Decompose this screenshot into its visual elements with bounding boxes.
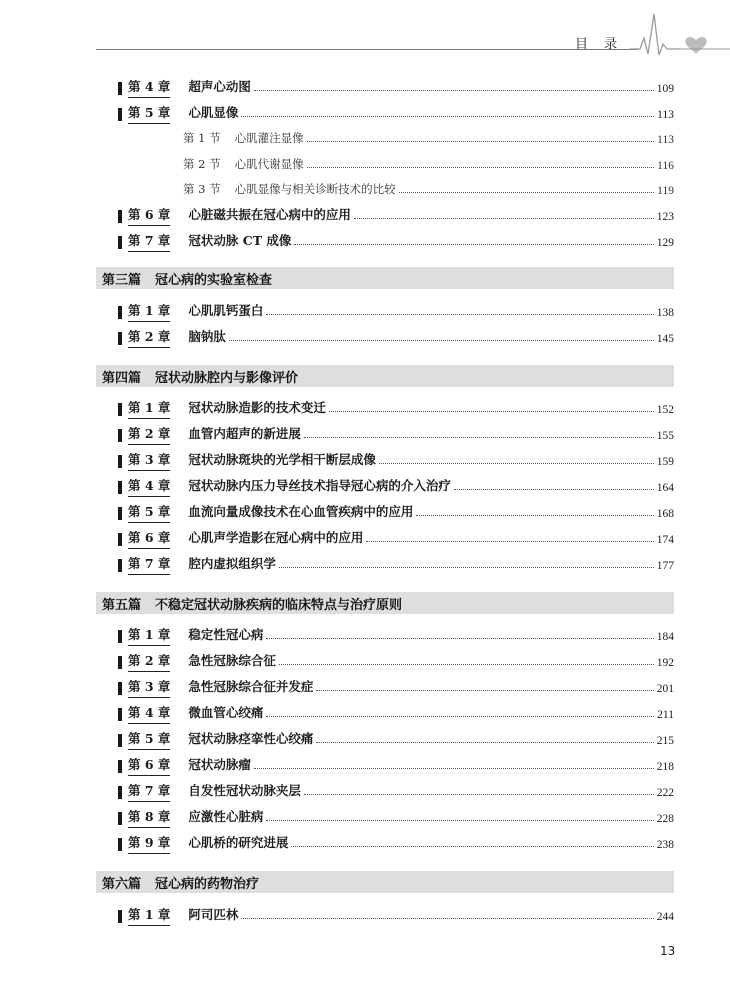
toc-chapter-entry[interactable] (118, 302, 674, 322)
section-title: 心肌灌注显像 (234, 131, 304, 145)
toc-chapter-entry[interactable] (118, 834, 674, 854)
dot-leader (294, 244, 653, 245)
chapter-marker (118, 734, 122, 747)
page-ref: 159 (656, 456, 674, 468)
chapter-number: 第 1 章 (128, 905, 170, 926)
chapter-marker (118, 108, 122, 121)
toc-section-entry[interactable] (183, 155, 674, 175)
toc-chapter-entry[interactable] (118, 477, 674, 497)
chapter-marker (118, 455, 122, 468)
toc-chapter-entry[interactable] (118, 730, 674, 750)
page-ref: 116 (657, 160, 674, 172)
part-heading (96, 871, 674, 893)
dot-leader (399, 192, 655, 193)
chapter-marker (118, 332, 122, 345)
page-ref: 222 (656, 787, 674, 799)
toc-section-entry[interactable] (183, 180, 674, 200)
chapter-marker (118, 403, 122, 416)
page-header (0, 0, 730, 60)
page-ref: 113 (657, 109, 674, 121)
chapter-number: 第 1 章 (128, 398, 170, 419)
toc-chapter-entry[interactable] (118, 503, 674, 523)
page-ref: 129 (656, 237, 674, 249)
page-ref: 215 (656, 735, 674, 747)
chapter-number: 第 6 章 (128, 205, 170, 226)
page-ref: 113 (657, 134, 674, 146)
chapter-marker (118, 481, 122, 494)
chapter-number: 第 2 章 (128, 651, 170, 672)
part-title: 冠心病的药物治疗 (155, 876, 260, 892)
chapter-number: 第 7 章 (128, 554, 170, 575)
chapter-title: 冠状动脉斑块的光学相干断层成像 (188, 452, 376, 467)
chapter-title: 心脏磁共振在冠心病中的应用 (188, 207, 351, 222)
chapter-number: 第 3 章 (128, 677, 170, 698)
part-heading (96, 365, 674, 387)
chapter-marker (118, 708, 122, 721)
toc-chapter-entry[interactable] (118, 232, 674, 252)
page-ref: 192 (656, 657, 674, 669)
dot-leader (316, 690, 653, 691)
dot-leader (266, 820, 653, 821)
chapter-number: 第 5 章 (128, 502, 170, 523)
dot-leader (379, 463, 654, 464)
toc-chapter-entry[interactable] (118, 782, 674, 802)
part-number: 第五篇 (102, 597, 142, 613)
chapter-number: 第 5 章 (128, 729, 170, 750)
chapter-marker (118, 236, 122, 249)
dot-leader (241, 918, 653, 919)
dot-leader (316, 742, 653, 743)
chapter-marker (118, 533, 122, 546)
section-number: 第 3 节 (183, 182, 221, 196)
toc-chapter-entry[interactable] (118, 906, 674, 926)
dot-leader (254, 90, 654, 91)
toc-chapter-entry[interactable] (118, 399, 674, 419)
chapter-number: 第 4 章 (128, 77, 170, 98)
page-ref: 152 (656, 404, 674, 416)
chapter-title: 稳定性冠心病 (188, 627, 264, 642)
page-ref: 145 (656, 333, 674, 345)
page-number: 13 (660, 944, 676, 958)
chapter-number: 第 9 章 (128, 833, 170, 854)
page-ref: 168 (656, 508, 674, 520)
chapter-marker (118, 838, 122, 851)
dot-leader (266, 314, 653, 315)
toc-chapter-entry[interactable] (118, 678, 674, 698)
dot-leader (266, 716, 654, 717)
dot-leader (266, 638, 653, 639)
toc-chapter-entry[interactable] (118, 104, 674, 124)
part-title: 冠状动脉腔内与影像评价 (155, 370, 299, 386)
toc-chapter-entry[interactable] (118, 206, 674, 226)
page-ref: 123 (656, 211, 674, 223)
chapter-number: 第 1 章 (128, 301, 170, 322)
header-title: 目 录 (575, 37, 624, 52)
chapter-marker (118, 507, 122, 520)
chapter-marker (118, 630, 122, 643)
chapter-number: 第 6 章 (128, 755, 170, 776)
dot-leader (307, 141, 655, 142)
section-title: 心肌代谢显像 (234, 157, 304, 171)
toc-chapter-entry[interactable] (118, 756, 674, 776)
toc-chapter-entry[interactable] (118, 451, 674, 471)
chapter-title: 血管内超声的新进展 (188, 426, 301, 441)
chapter-title: 心肌声学造影在冠心病中的应用 (188, 530, 364, 545)
chapter-number: 第 6 章 (128, 528, 170, 549)
toc-chapter-entry[interactable] (118, 328, 674, 348)
page-ref: 201 (656, 683, 674, 695)
chapter-title: 心肌显像 (188, 105, 239, 120)
chapter-title: 腔内虚拟组织学 (188, 556, 276, 571)
page-ref: 184 (656, 631, 674, 643)
chapter-title: 自发性冠状动脉夹层 (188, 783, 301, 798)
chapter-marker (118, 210, 122, 223)
part-number: 第四篇 (102, 370, 142, 386)
toc-chapter-entry[interactable] (118, 529, 674, 549)
toc-chapter-entry[interactable] (118, 808, 674, 828)
chapter-marker (118, 656, 122, 669)
section-number: 第 1 节 (183, 131, 221, 145)
page-ref: 119 (657, 185, 674, 197)
chapter-marker (118, 682, 122, 695)
chapter-title: 脑钠肽 (188, 329, 226, 344)
chapter-title: 应激性心脏病 (188, 809, 264, 824)
page-ref: 238 (656, 839, 674, 851)
page-ref: 109 (656, 83, 674, 95)
page-ref: 177 (656, 560, 674, 572)
chapter-title: 冠状动脉瘤 (188, 757, 251, 772)
chapter-title: 超声心动图 (188, 79, 251, 94)
chapter-number: 第 3 章 (128, 450, 170, 471)
chapter-title: 冠状动脉内压力导丝技术指导冠心病的介入治疗 (188, 478, 451, 493)
chapter-title: 阿司匹林 (188, 907, 239, 922)
part-title: 不稳定冠状动脉疾病的临床特点与治疗原则 (155, 597, 403, 613)
chapter-number: 第 8 章 (128, 807, 170, 828)
chapter-title: 急性冠脉综合征 (188, 653, 276, 668)
page-ref: 164 (656, 482, 674, 494)
dot-leader (291, 846, 653, 847)
toc-chapter-entry[interactable] (118, 78, 674, 98)
chapter-title: 心肌肌钙蛋白 (188, 303, 264, 318)
chapter-title: 冠状动脉 CT 成像 (188, 233, 292, 248)
chapter-number: 第 2 章 (128, 424, 170, 445)
dot-leader (241, 116, 654, 117)
dot-leader (329, 411, 654, 412)
chapter-number: 第 1 章 (128, 625, 170, 646)
chapter-title: 冠状动脉造影的技术变迁 (188, 400, 326, 415)
page-ref: 228 (656, 813, 674, 825)
chapter-title: 微血管心绞痛 (188, 705, 264, 720)
chapter-marker (118, 760, 122, 773)
chapter-number: 第 5 章 (128, 103, 170, 124)
dot-leader (454, 489, 654, 490)
page-ref: 155 (656, 430, 674, 442)
chapter-marker (118, 82, 122, 95)
dot-leader (254, 768, 654, 769)
chapter-marker (118, 306, 122, 319)
dot-leader (366, 541, 653, 542)
dot-leader (354, 218, 654, 219)
part-heading (96, 267, 674, 289)
chapter-number: 第 4 章 (128, 476, 170, 497)
toc-chapter-entry[interactable] (118, 626, 674, 646)
dot-leader (279, 664, 654, 665)
chapter-title: 血流向量成像技术在心血管疾病中的应用 (188, 504, 414, 519)
chapter-title: 心肌桥的研究进展 (188, 835, 289, 850)
header-rule (96, 49, 638, 50)
page-ref: 244 (656, 911, 674, 923)
part-title: 冠心病的实验室检查 (155, 272, 273, 288)
chapter-marker (118, 559, 122, 572)
chapter-number: 第 7 章 (128, 231, 170, 252)
section-number: 第 2 节 (183, 157, 221, 171)
heartbeat-heart-icon (630, 8, 730, 58)
chapter-number: 第 7 章 (128, 781, 170, 802)
dot-leader (279, 567, 654, 568)
section-title: 心肌显像与相关诊断技术的比较 (234, 182, 396, 196)
page-ref: 174 (656, 534, 674, 546)
part-number: 第六篇 (102, 876, 142, 892)
toc-chapter-entry[interactable] (118, 652, 674, 672)
chapter-number: 第 2 章 (128, 327, 170, 348)
chapter-title: 急性冠脉综合征并发症 (188, 679, 314, 694)
toc-chapter-entry[interactable] (118, 555, 674, 575)
part-heading (96, 592, 674, 614)
dot-leader (229, 340, 654, 341)
toc-chapter-entry[interactable] (118, 425, 674, 445)
chapter-title: 冠状动脉痉挛性心绞痛 (188, 731, 314, 746)
toc-chapter-entry[interactable] (118, 704, 674, 724)
page-ref: 218 (656, 761, 674, 773)
part-number: 第三篇 (102, 272, 142, 288)
dot-leader (307, 167, 655, 168)
page-ref: 138 (656, 307, 674, 319)
chapter-marker (118, 812, 122, 825)
dot-leader (416, 515, 653, 516)
chapter-number: 第 4 章 (128, 703, 170, 724)
dot-leader (304, 437, 654, 438)
page-ref: 211 (657, 709, 674, 721)
chapter-marker (118, 910, 122, 923)
chapter-marker (118, 786, 122, 799)
toc-section-entry[interactable] (183, 129, 674, 149)
chapter-marker (118, 429, 122, 442)
dot-leader (304, 794, 654, 795)
